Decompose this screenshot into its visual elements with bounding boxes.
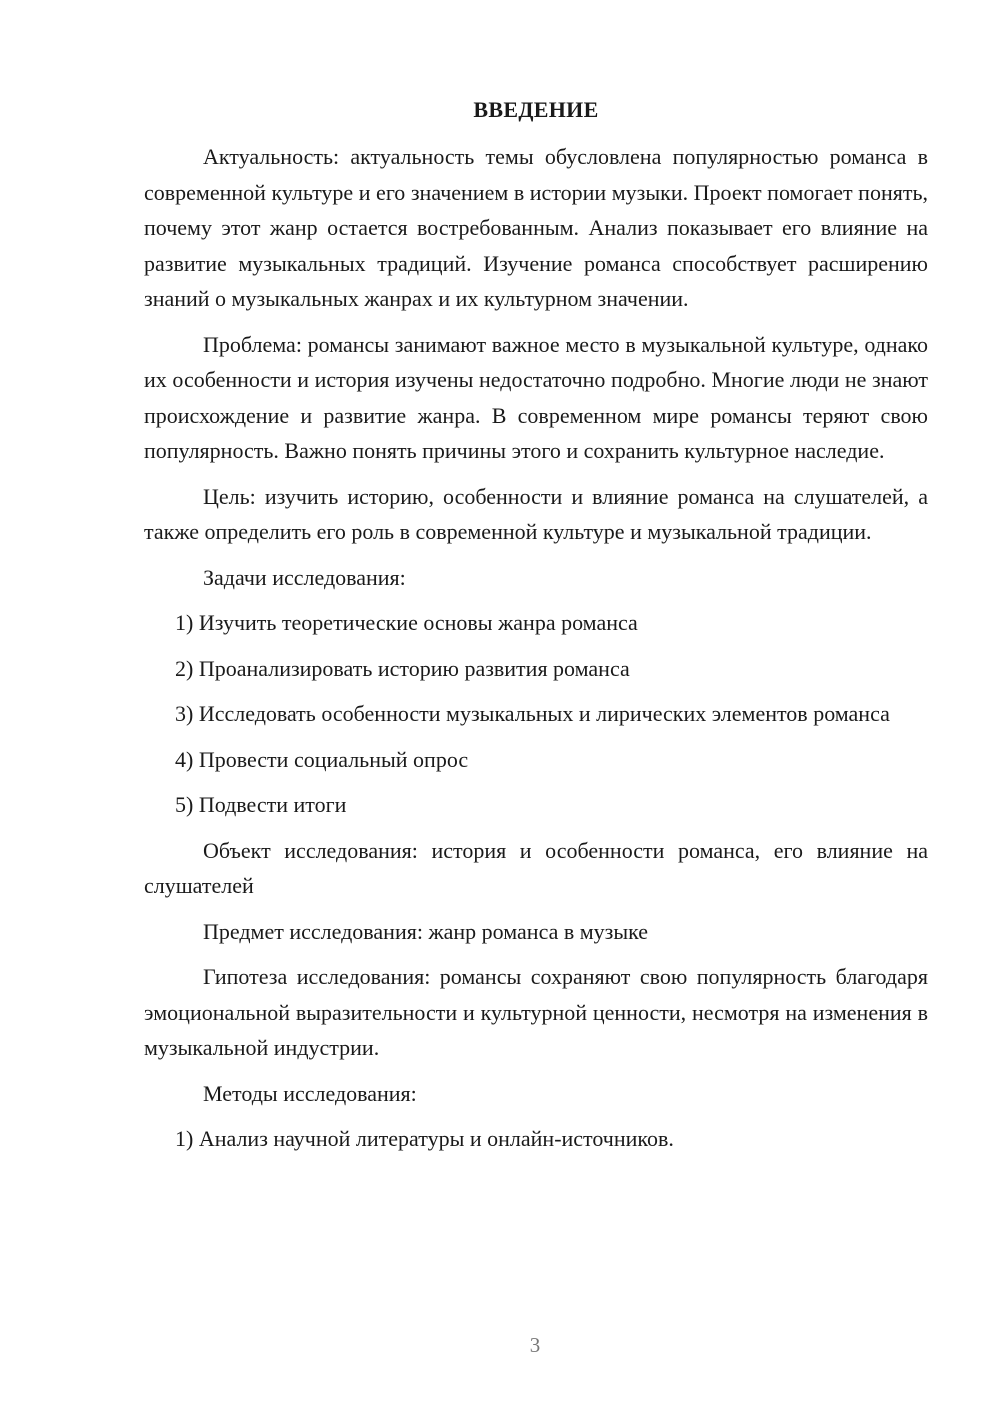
object-paragraph: Объект исследования: история и особенности романса, его влияние на слушателей [144,837,928,898]
task-item: 1) Изучить теоретические основы жанра романса [175,610,638,635]
tasks-heading: Задачи исследования: [203,564,406,590]
hypothesis-paragraph: Гипотеза исследования: романсы сохраняют свою популярность благодаря эмоциональной выразительности и культурной ценности, несмотря на изменения в музыкальной индустрии. [144,964,928,1060]
section-heading: ВВЕДЕНИЕ [473,97,599,122]
method-item: 1) Анализ научной литературы и онлайн-источников. [175,1126,674,1151]
task-item: 2) Проанализировать историю развития романса [175,655,630,681]
document-page [144,94,928,1167]
task-item: 3) Исследовать особенности музыкальных и лирических элементов романса [175,701,890,726]
goal-paragraph: Цель: изучить историю, особенности и влияние романса на слушателей, а также определить его роль в современной культуре и музыкальной традиции. [144,483,928,544]
page-number: 3 [529,1333,541,1357]
methods-heading: Методы исследования: [203,1080,417,1106]
problem-paragraph: Проблема: романсы занимают важное место в музыкальной культуре, однако их особенности и история изучены недостаточно подробно. Многие люди не знают происхождение и развитие жанра. В современном мире романсы теряют свою популярность. Важно понять причины этого и сохранить культурное наследие. [144,331,928,463]
relevance-paragraph: Актуальность: актуальность темы обусловлена популярностью романса в современной культуре и его значением в истории музыки. Проект помогает понять, почему этот жанр остается востребованным. Анализ показывает его влияние на развитие музыкальных традиций. Изучение романса способствует расширению знаний о музыкальных жанрах и их культурном значении. [144,144,928,311]
subject-paragraph: Предмет исследования: жанр романса в музыке [203,918,649,944]
task-item: 5) Подвести итоги [175,792,347,817]
task-item: 4) Провести социальный опрос [175,746,469,772]
